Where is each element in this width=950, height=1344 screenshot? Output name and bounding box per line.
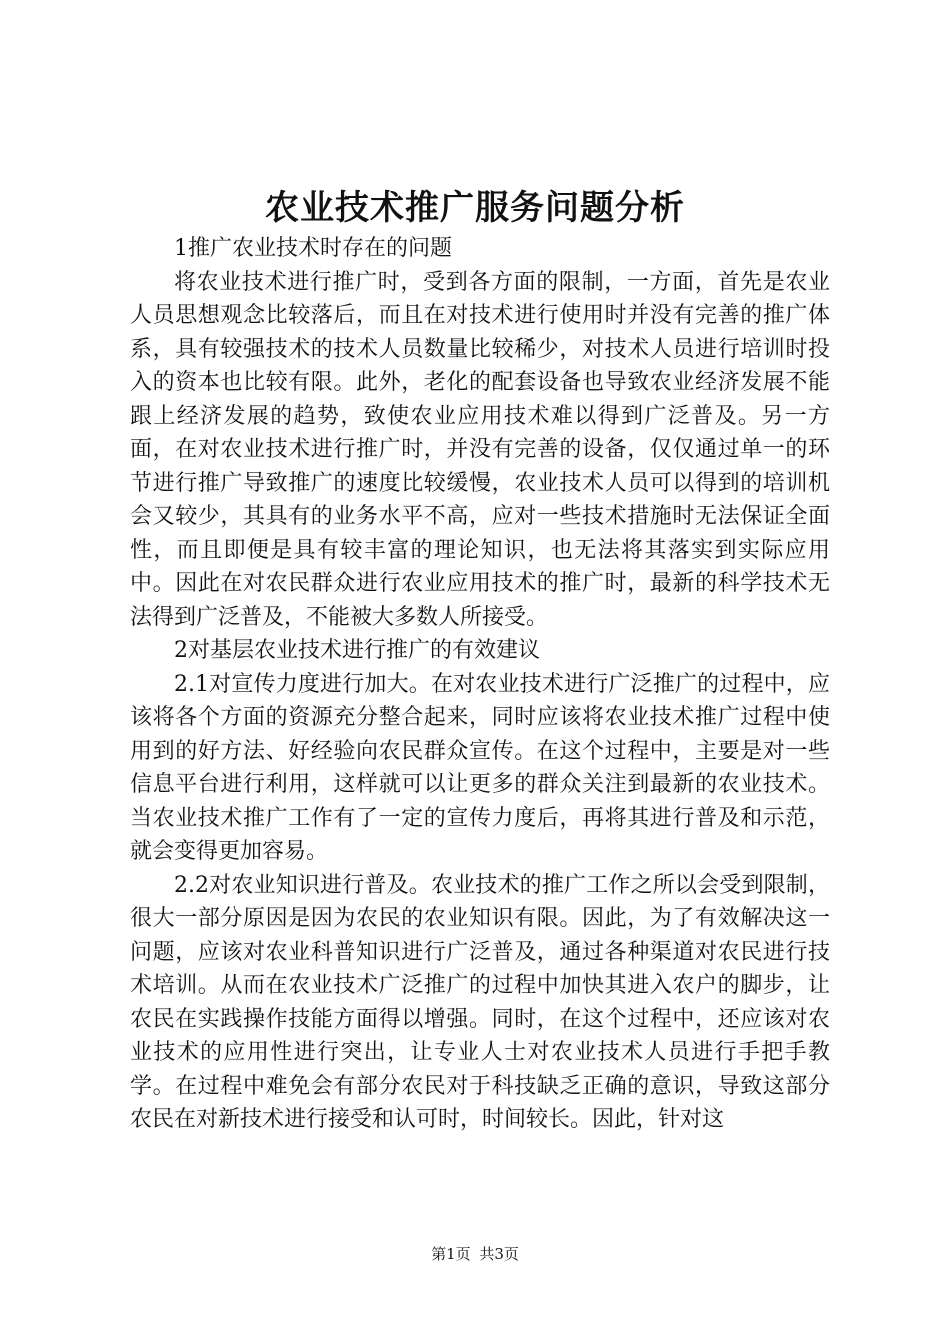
body-paragraph-2-1: 2.1对宣传力度进行加大。在对农业技术进行广泛推广的过程中，应该将各个方面的资源充分整合起来，同时应该将农业技术推广过程中使用到的好方法、好经验向农民群众宣传。在这个过程中，主要是对一些信息平台进行利用，这样就可以让更多的群众关注到最新的农业技术。当农业技术推广工作有了一定的宣传力度后，再将其进行普及和示范，就会变得更加容易。: [130, 671, 830, 864]
document-body: [130, 232, 830, 1137]
page-number: 第1页: [431, 1245, 471, 1263]
body-paragraph-1: 将农业技术进行推广时，受到各方面的限制，一方面，首先是农业人员思想观念比较落后，而且在对技术进行使用时并没有完善的推广体系，具有较强技术的技术人员数量比较稀少，对技术人员进行培训时投入的资本也比较有限。此外，老化的配套设备也导致农业经济发展不能跟上经济发展的趋势，致使农业应用技术难以得到广泛普及。另一方面，在对农业技术进行推广时，并没有完善的设备，仅仅通过单一的环节进行推广导致推广的速度比较缓慢，农业技术人员可以得到的培训机会又较少，其具有的业务水平不高，应对一些技术措施时无法保证全面性，而且即便是具有较丰富的理论知识，也无法将其落实到实际应用中。因此在对农民群众进行农业应用技术的推广时，最新的科学技术无法得到广泛普及，不能被大多数人所接受。: [130, 269, 830, 630]
section-heading-1: 1推广农业技术时存在的问题: [174, 236, 452, 261]
page-footer: [0, 1244, 950, 1264]
document-title: 农业技术推广服务问题分析: [265, 188, 685, 228]
page-total: 共3页: [479, 1245, 519, 1263]
section-heading-2: 2对基层农业技术进行推广的有效建议: [174, 638, 540, 663]
body-paragraph-2-2: 2.2对农业知识进行普及。农业技术的推广工作之所以会受到限制，很大一部分原因是因为农民的农业知识有限。因此，为了有效解决这一问题，应该对农业科普知识进行广泛普及，通过各种渠道对农民进行技术培训。从而在农业技术广泛推广的过程中加快其进入农户的脚步，让农民在实践操作技能方面得以增强。同时，在这个过程中，还应该对农业技术的应用性进行突出，让专业人士对农业技术人员进行手把手教学。在过程中难免会有部分农民对于科技缺乏正确的意识，导致这部分农民在对新技术进行接受和认可时，时间较长。因此，针对这: [130, 872, 830, 1132]
